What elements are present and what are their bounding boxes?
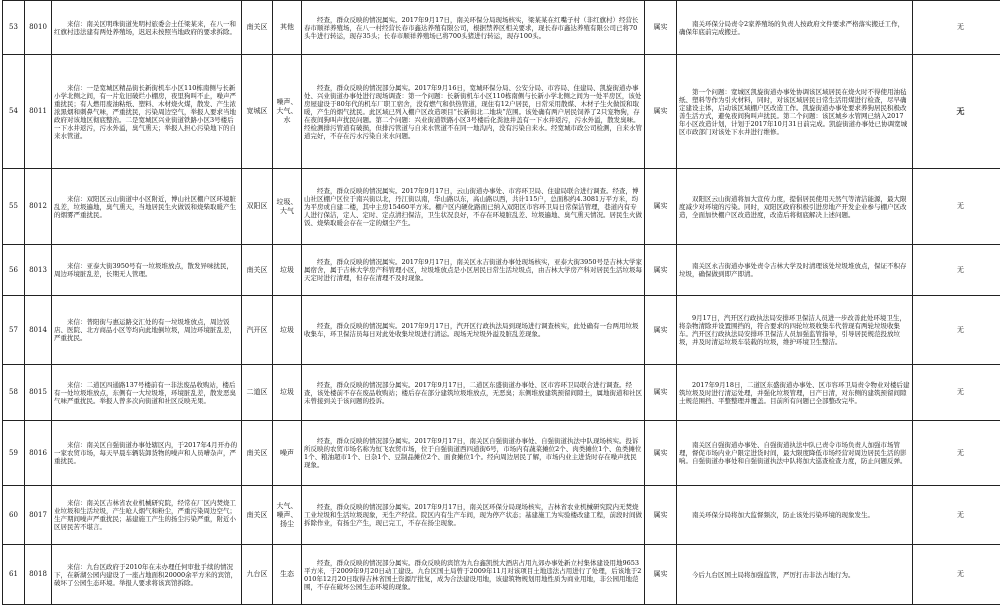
rectification-text: 双阳区云山街道将加大宣传力度，提倡居民使用天然气等清洁能源，最大限度减少对环境的污染。同时，双阳区政府积极引进房地产开发企业参与棚户区改造，全面加快棚户区改造进度，改造后将彻底解决上述问题。 — [677, 169, 913, 245]
complaint-table — [2, 0, 1000, 605]
complaint-text: 来信：一是宽城区精品街长新街机车小区110栋南侧与长新小学北侧之间，有一片危旧破烂小棚房，夜里狗叫不止，噪声严重扰民；有人燃用废油粘纸、塑料、木材烧火煤，散发、产生浓浓黑烟和刺鼻气味，严重扰民，污染周边空气，举报人要求当地政府对该地区彻底整治。二是宽城区兴业街道铁路小区3号楼后一下水井返污，污水外溢，臭气熏天；举报人担心污染地下的自来水管道。 — [52, 55, 242, 169]
verdict-cell: 属实 — [645, 486, 677, 545]
district-cell: 宽城区 — [242, 55, 273, 169]
accountability-cell: 无 — [913, 365, 1000, 421]
pollution-type-cell: 垃圾、大气 — [273, 169, 302, 245]
verdict-cell: 属实 — [645, 545, 677, 605]
rectification-text: 南关环保分局责令2家养殖场的负责人按政府文件要求严格落实搬迁工作，确保年底前完成搬迁。 — [677, 1, 913, 55]
complaint-text: 来信：南关区吉林省农业机械研究院，经常在厂区内焚烧工业垃圾和生活垃圾，产生呛人烟气和粉尘，严重污染周边空气；生产期间噪声严重扰民；基建施工产生的扬尘污染严重，附近小区居民苦不堪言。 — [52, 486, 242, 545]
district-cell: 南关区 — [242, 1, 273, 55]
complaint-code: 8016 — [25, 421, 52, 486]
row-number: 54 — [3, 55, 25, 169]
complaint-code: 8011 — [25, 55, 52, 169]
rectification-text: 9月17日，汽开区行政执法局安排环卫保洁人员进一步改善此处环境卫生，将杂物清除并设置围挡的，符合要求的四轮垃圾收集车代替现有两轮垃圾收集车。汽开区行政执法局安排环卫保洁人员加强监管指导，引导居民规范投放垃圾，并及时清运垃圾车装载的垃圾，维护环境卫生整洁。 — [677, 296, 913, 365]
complaint-text: 来信：普阳街与惠运路交汇处的有一垃圾堆放点，周边饭店、医院、北方商品小区等均向此地倒垃圾，周边环境脏乱差，严重扰民。 — [52, 296, 242, 365]
investigation-text: 经查，群众反映的情况属实。2017年9月17日，汽开区行政执法局到现场进行调查核实，此处确有一台两用垃圾收集车，环卫保洁员每日对此处收集垃圾进行清运。现场无垃圾外溢及脏乱差现象。 — [302, 296, 645, 365]
complaint-text: 来信：双阳区云山街道中小区附近，博山社区棚户区环境脏乱差，垃圾遍地，臭气熏天，当地居民生火做饭和烧柴取暖产生的烟雾严重扰民。 — [52, 169, 242, 245]
accountability-cell: 无 — [913, 421, 1000, 486]
rectification-text: 南关区永吉街道办事处责令吉林大学及时清理该处垃圾堆放点，保证不积存垃圾，确保做到即产即清。 — [677, 245, 913, 296]
accountability-cell: 无 — [913, 486, 1000, 545]
pollution-type-cell: 垃圾 — [273, 365, 302, 421]
district-cell: 南关区 — [242, 486, 273, 545]
complaint-code: 8018 — [25, 545, 52, 605]
investigation-text: 经查，群众反映的情况部分属实。2017年9月17日，二道区东盛街道办事处、区市容环卫局联合进行调查。经查，该处楼前不存在废品收购站；楼后存在部分建筑垃圾堆放点，无恶臭；东侧堆放建筑预留间隙土，属地街道和社区未曾接到关于该问题的投诉。 — [302, 365, 645, 421]
accountability-cell: 无 — [913, 296, 1000, 365]
district-cell: 二道区 — [242, 365, 273, 421]
investigation-text: 经查，群众反映的情况属实。2017年9月17日，南关环保分局现场核实，梁某某在红嘴子村（非红旗村）经营长春市顺祥养殖场，在八一村经营长春市鑫达养殖有限公司，根据禁养区相关要求，现长春市鑫达养殖有限公司已将70头牛进行转运，现存35头；长春市顺祥养殖场已将700头猪进行转运，现存100头。 — [302, 1, 645, 55]
verdict-cell: 属实 — [645, 296, 677, 365]
row-number: 53 — [3, 1, 25, 55]
complaint-code: 8010 — [25, 1, 52, 55]
complaint-text: 来信：南关区自强街道办事处辖区内，于2017年4月开办的一家农贸市场，每天早晨车辆装卸货物的噪声和人员嘈杂声，严重扰民。 — [52, 421, 242, 486]
district-cell: 汽开区 — [242, 296, 273, 365]
row-number: 56 — [3, 245, 25, 296]
complaint-code: 8015 — [25, 365, 52, 421]
district-cell: 南关区 — [242, 421, 273, 486]
investigation-text: 经查，群众反映的情况部分属实。群众反映的宾馆为九台鑫凯悦大酒店占用九郊办事处新立村集体建设用地9653平方米，于2009年9月20日动工建设。九台区国土局曾于2009年11月对该项目土地违法占用进行了处理，后该地于2010年12月20日取得吉林省国土资源厅批复，成为合法建设用地，该建筑物规划用地性质为商业用地，非公园用地范围，不存在破坏公园生态环境的现象。 — [302, 545, 645, 605]
verdict-cell: 属实 — [645, 245, 677, 296]
row-number: 58 — [3, 365, 25, 421]
accountability-cell: 无 — [913, 545, 1000, 605]
row-number: 60 — [3, 486, 25, 545]
verdict-cell: 属实 — [645, 55, 677, 169]
complaint-text: 来信：九台区政府于2010年在未办理任何审批手续的情况下，在新湖公园内建设了一座占地面积20000余平方米的宾馆，破坏了公园生态环境。举报人要求将该宾馆拆除。 — [52, 545, 242, 605]
table-row — [3, 296, 1000, 365]
row-number: 57 — [3, 296, 25, 365]
row-number: 61 — [3, 545, 25, 605]
investigation-text: 经查，群众反映的情况部分属实。2017年9月17日，南关区环保分局现场核实，吉林省农业机械研究院内无焚烧工业垃圾和生活垃圾现象，无生产经营。院区内有生产车间，现为停产状态；基建施工为实验楼改建工程，前段时间做拆除作业，有扬尘产生，现已完工，不存在扬尘现象。 — [302, 486, 645, 545]
rectification-text: 南关区自强街道办事处、自强街道执法中队已责令市场负责人加强市场管理，督促市场内业户限定进货时间，最大限度降低市场经营对周边居民生活的影响。自强街道办事处和自强街道执法中队将加大巡查检查力度，防止问题反弹。 — [677, 421, 913, 486]
table-row — [3, 169, 1000, 245]
rectification-text: 南关环保分局将加大监督频次，防止该处污染环境的现象发生。 — [677, 486, 913, 545]
verdict-cell: 属实 — [645, 169, 677, 245]
complaint-code: 8014 — [25, 296, 52, 365]
table-row — [3, 55, 1000, 169]
district-cell: 九台区 — [242, 545, 273, 605]
pollution-type-cell: 生态 — [273, 545, 302, 605]
investigation-text: 经查，群众反映的情况属实。2017年9月17日，南关区永吉街道办事处现场核实，亚泰大街3950号是吉林大学家属宿舍，属于吉林大学房产科管理小区，垃圾堆放点是小区居民日常生活垃圾点，由吉林大学房产科对居民生活垃圾每天定时进行清理，但存在清理不及时现象。 — [302, 245, 645, 296]
pollution-type-cell: 噪声、大气、水 — [273, 55, 302, 169]
verdict-cell: 属实 — [645, 365, 677, 421]
row-number: 59 — [3, 421, 25, 486]
accountability-cell: 无 — [913, 1, 1000, 55]
table-row — [3, 365, 1000, 421]
investigation-text: 经查，群众反映的情况部分属实。2017年9月17日，南关区自强街道办事处、自强街道执法中队现场核实。投诉所反映的农贸市场名称为恒飞农贸市场，位于自强街道西四道街6号，市场内有蔬菜摊位2个、肉类摊位1个、鱼类摊位1个、粮油超市1个、日杂1个、豆制品摊位2个、面食摊位1个。经向周边居民了解，市场内业主进货时存在噪声扰民现象。 — [302, 421, 645, 486]
table-body — [3, 1, 1000, 605]
verdict-cell: 属实 — [645, 421, 677, 486]
complaint-code: 8017 — [25, 486, 52, 545]
accountability-cell: 无 — [913, 245, 1000, 296]
pollution-type-cell: 垃圾 — [273, 296, 302, 365]
accountability-cell: 无 — [913, 169, 1000, 245]
verdict-cell: 属实 — [645, 1, 677, 55]
pollution-type-cell: 噪声 — [273, 421, 302, 486]
rectification-text: 第一个问题：宽城区凯旋街道办事处协调该区域居民在烧火时不得使用油毡纸、塑料等作为引火材料，同时，对该区域居民日常生活用煤进行检查，尽早确定建设主体，启动该区域棚户区改造工作。凯旋街道办事处要求养狗居民积极改善生活方式，避免夜间狗叫声扰民。第二个问题：该区城乡水管网已纳入2017年小区改造计划，计划于2017年10月31日前完成。凯旋街道办事处已协调宽城区市政部门对该处下水井进行维修。 — [677, 55, 913, 169]
table-row — [3, 245, 1000, 296]
investigation-text: 经查，群众反映的情况部分属实。2017年9月16日，宽城环保分局、公安分局、市容局、住建局、凯旋街道办事处、兴业街道办事处进行现场调查：第一个问题：长新街机车小区110栋南侧与长新小学北侧之间为一处平房区，该处房屋建设于80年代的机车厂职工宿舍，没有燃气和供热管道，现住有12户居民，日常采用散煤、木材子生火做饭和取暖，产生的烟气扰民。此区域已列入棚户区改造项目“长新街北二地块”范围。该处确有两户居民饲养了2只宠物狗，存在夜间狗叫声扰民问题。第二个问题：兴业街道铁路小区3号楼后化粪池井盖有一下水井返污，污水外溢，散发臭味。经检测排污管道有破损，但排污管道与自来水管道不在同一地沟内，没有污染自来水。经宽城市政公司检测，自来水管道完好，不存在污水污染自来水问题。 — [302, 55, 645, 169]
complaint-text: 来信：南关区明珠街道先明村旅委会土任梁某来，在八一和红旗村违法建有两处养殖场，迟迟未按照当地政府的要求拆除。 — [52, 1, 242, 55]
district-cell: 南关区 — [242, 245, 273, 296]
accountability-cell: 无 — [913, 55, 1000, 169]
table-row — [3, 486, 1000, 545]
complaint-code: 8013 — [25, 245, 52, 296]
table-row — [3, 545, 1000, 605]
investigation-text: 经查，群众反映的情况属实。2017年9月17日，云山街道办事处、市容环卫局、住建局联合进行调查。经查，博山社区棚户区位于南兴街以北，丹江街以南，华山路以东，高山路以西，共计115户，总面积约4.3081万平方米，均为平房或自建二楼，其中主房15460平方米。棚户区内硬化路面已纳入双阳区市容环卫局日常保洁管理，巷道内有专人进行保洁，定人、定时、定点清扫保洁，卫生状况良好，不存在环境脏乱差、垃圾遍地、臭气熏天情况。居民生火做饭、烧柴取暖会存在一定的烟尘产生。 — [302, 169, 645, 245]
table-row — [3, 1, 1000, 55]
pollution-type-cell: 垃圾 — [273, 245, 302, 296]
table-row — [3, 421, 1000, 486]
rectification-text: 今后九台区国土局将加强监管，严厉打击非法占地行为。 — [677, 545, 913, 605]
complaint-code: 8012 — [25, 169, 52, 245]
complaint-text: 来信：亚泰大街3950号有一垃圾堆放点，散发异味扰民，周边环境脏乱差，长期无人管理。 — [52, 245, 242, 296]
row-number: 55 — [3, 169, 25, 245]
rectification-text: 2017年9月18日，二道区东盛街道办事处、区市容环卫局责令物业对楼后建筑垃圾及时进行清运处理，并强化垃圾管理，日产日清，对东侧的建筑预留间隙土规范围挡、平整整理并覆盖。目前所有问题已全部整改完毕。 — [677, 365, 913, 421]
pollution-type-cell: 其他 — [273, 1, 302, 55]
pollution-type-cell: 大气、噪声、扬尘 — [273, 486, 302, 545]
complaint-text: 来信：二道区四通路137号楼前有一非法废品收购站，楼后有一处垃圾堆放点，东侧有一大垃圾堆，环境脏乱差，散发恶臭气味严重扰民。举报人曾多次向街道和社区反映无果。 — [52, 365, 242, 421]
district-cell: 双阳区 — [242, 169, 273, 245]
